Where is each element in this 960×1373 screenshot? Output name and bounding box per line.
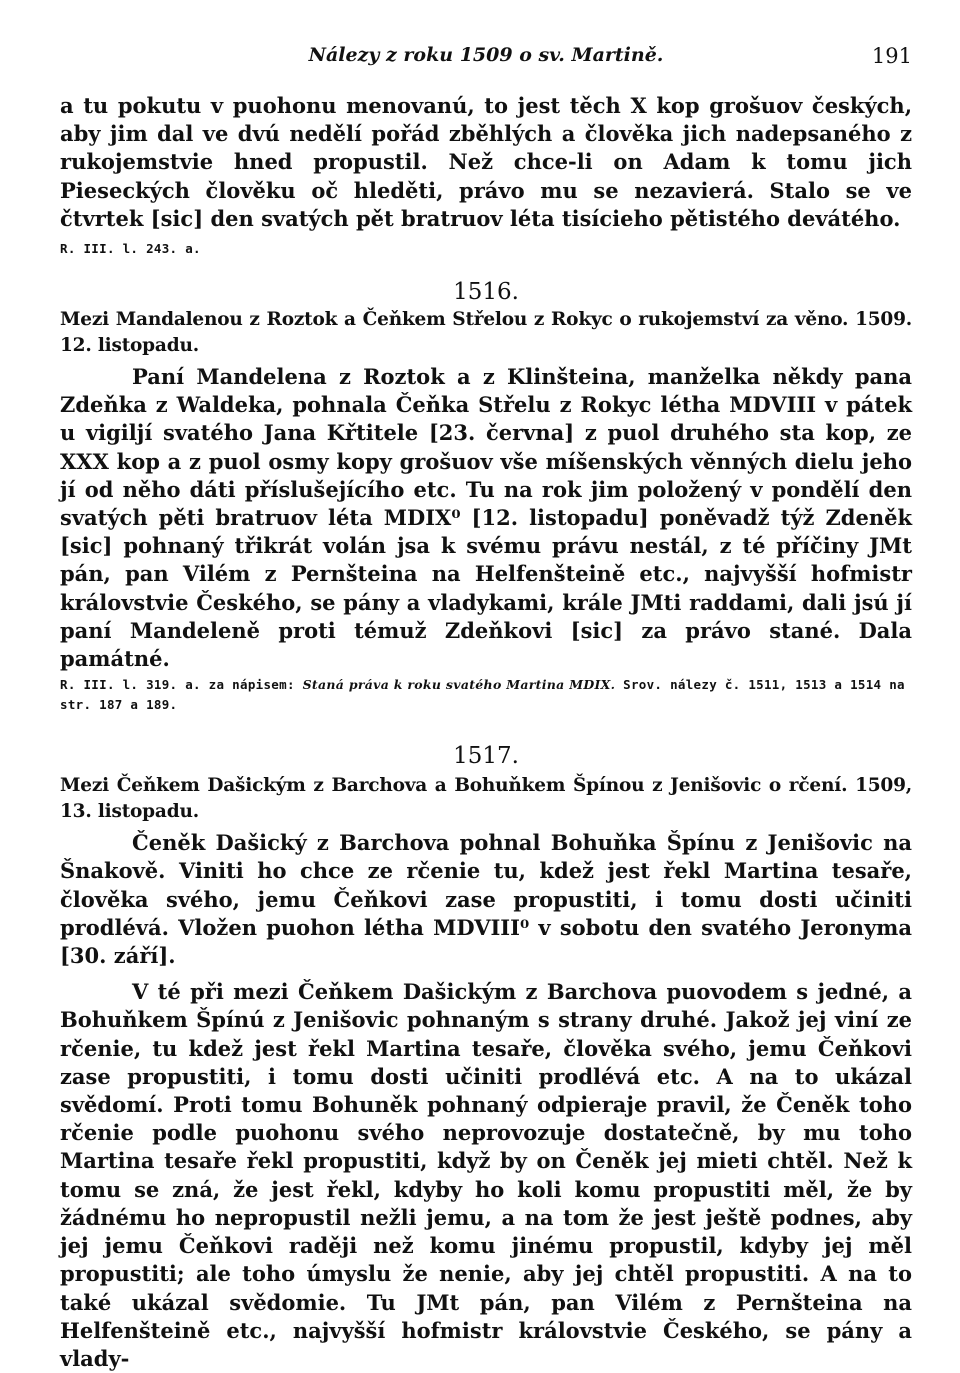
- entry-paragraph: Čeněk Dašický z Barchova pohnal Bohuňka Špínu z Jenišovic na Šnakově. Viniti ho chce ze rčenie tu, kdež jest řekl Martina tesaře, člověka svého, jemu Čeňkovi zase propustiti, i tomu dosti učiniti prodlévá. Vložen puohon létha MDVIII⁰ v sobotu den svatého Jeronyma [30. září].: [60, 830, 912, 969]
- entry-number: 1516.: [453, 279, 519, 306]
- entry-summary: Mezi Čeňkem Dašickým z Barchova a Bohuňkem Špínou z Jenišovic o rčení. 1509, 13. listopadu.: [60, 775, 912, 823]
- source-note: R. III. l. 243. a.: [60, 241, 201, 257]
- entry-paragraph: V té při mezi Čeňkem Dašickým z Barchova puovodem s jedné, a Bohuňkem Špínú z Jenišovic pohnaným s strany druhé. Jakož jej viní ze rčenie, tu kdež jest řekl Martina tesaře, člověka svého, jemu Čeňkovi zase propustiti, i tomu dosti učiniti prodlévá etc. A na to ukázal svědomí. Proti tomu Bohuněk pohnaný odpieraje pravil, že Čeněk toho rčenie podle puohonu svého neprovozuje dostatečně, by mu toho Martina tesaře řekl propustiti, když by on Čeněk jej mieti chtěl. Než k tomu se zná, že jest řekl, kdyby ho koli komu propustiti měl, že by žádnému ho nepropustil nežli jemu, a na tom že jest ještě podnes, aby jej jemu Čeňkovi raději než komu jinému propustil, kdyby jej měl propustiti; ale toho úmyslu že nenie, aby jej chtěl propustiti. A na to také ukázal svědomie. Tu JMt pán, pan Vilém z Pernšteina na Helfenšteině etc., najvyšší hofmistr královstvie Českého, se pány a vlady-: [60, 979, 912, 1371]
- entry-paragraph: Paní Mandelena z Roztok a z Klinšteina, manželka někdy pana Zdeňka z Waldeka, pohnala Čeňka Střelu z Rokyc létha MDVIII v pátek u vigiljí svatého Jana Křtitele [23. června] z puol druhého sta kop, ze XXX kop a z puol osmy kopy grošuov vše míšenských věnných dielu jeho jí od něho dáti příslušejícího etc. Tu na rok jim položený v pondělí den svatých pěti bratruov léta MDIX⁰ [12. listopadu] poněvadž týž Zdeněk [sic] pohnaný třikrát volán jsa k svému právu nestál, z té příčiny JMt pán, pan Vilém z Pernšteina na Helfenšteině etc., najvyšší hofmistr královstvie Českého, se pány a vladykami, krále JMti raddami, dali jsú jí paní Mandeleně proti témuž Zdeňkovi [sic] za právo stané. Dala památné.: [60, 364, 912, 672]
- page-body: [60, 92, 912, 1373]
- intro-paragraph: a tu pokutu v puohonu menovanú, to jest těch X kop grošuov českých, aby jim dal ve dvú nedělí pořád zběhlých a člověka jich nadepsaného z rukojemstvie hned propustil. Než chce-li on Adam k tomu jich Pieseckých člověku oč hleděti, právo mu se nezavierá. Stalo se ve čtvrtek [sic] den svatých pět bratruov léta tisícieho pětistého devátého.: [60, 93, 912, 231]
- entry-number: 1517.: [453, 743, 519, 770]
- source-title: Staná práva k roku svatého Martina MDIX.: [302, 677, 616, 693]
- running-head: [60, 44, 912, 74]
- source-suffix: Srov. nálezy č. 1511, 1513 a 1514 na str. 187 a 189.: [60, 677, 905, 713]
- source-prefix: R. III. l. 319. a. za nápisem:: [60, 677, 303, 693]
- page-number: 191: [871, 44, 912, 68]
- running-title: Nálezy z roku 1509 o sv. Martině.: [308, 44, 664, 66]
- entry-summary: Mezi Mandalenou z Roztok a Čeňkem Střelou z Rokyc o rukojemství za věno. 1509. 12. listopadu.: [60, 309, 912, 357]
- source-note: [60, 675, 912, 715]
